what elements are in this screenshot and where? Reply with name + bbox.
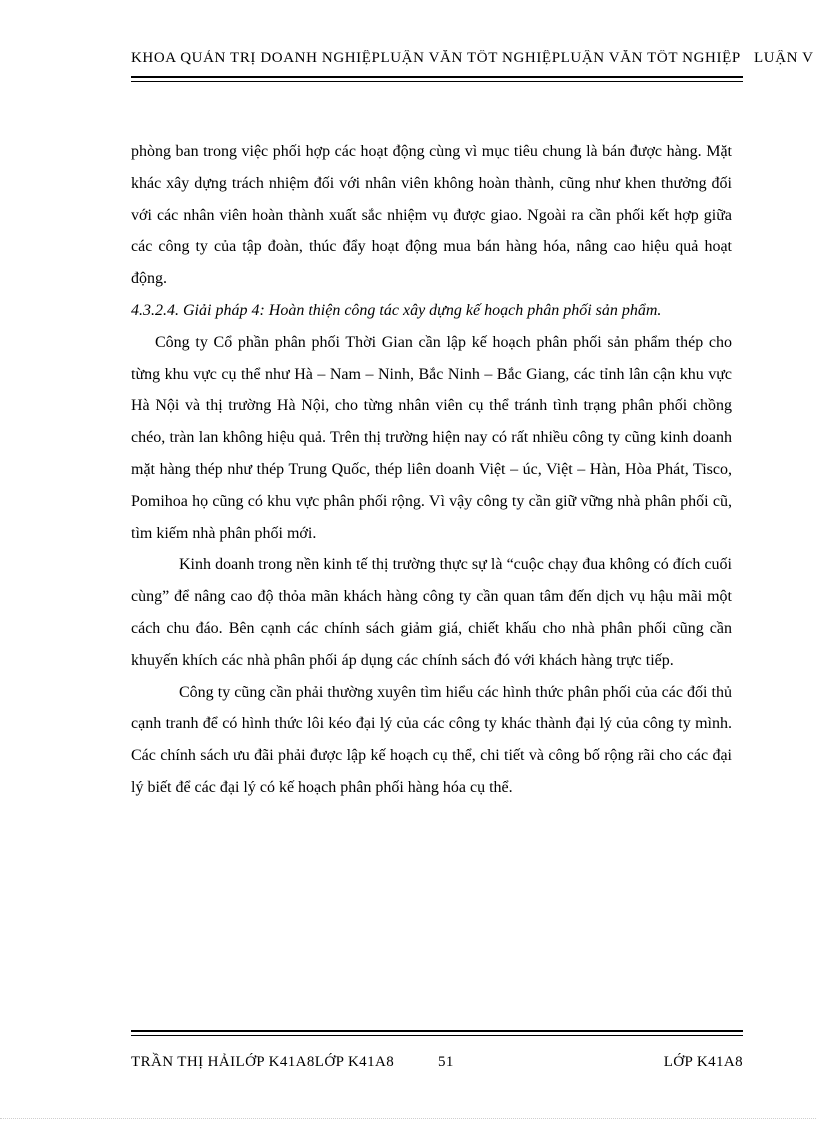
document-body: [131, 136, 732, 804]
footer-rule: [131, 1030, 743, 1036]
header-right-text: LUẬN V: [754, 50, 814, 66]
paragraph-3: Kinh doanh trong nền kinh tế thị trường thực sự là “cuộc chạy đua không có đích cuối cùng” để nâng cao độ thỏa mãn khách hàng công ty cần quan tâm đến dịch vụ hậu mãi một cách chu đáo. Bên cạnh các chính sách giảm giá, chiết khấu cho nhà phân phối cũng cần khuyến khích các nhà phân phối áp dụng các chính sách đó với khách hàng trực tiếp.: [131, 556, 732, 669]
page-footer: [131, 1054, 743, 1071]
paragraph-1: phòng ban trong việc phối hợp các hoạt động cùng vì mục tiêu chung là bán được hàng. Mặt khác xây dựng trách nhiệm đối với nhân viên không hoàn thành, cũng như khen thưởng đối với các nhân viên hoàn thành xuất sắc nhiệm vụ được giao. Ngoài ra cần phối kết hợp giữa các công ty của tập đoàn, thúc đẩy hoạt động mua bán hàng hóa, nâng cao hiệu quả hoạt động.: [131, 143, 732, 288]
page-edge-divider: [0, 1118, 816, 1119]
section-heading: 4.3.2.4. Giải pháp 4: Hoàn thiện công tác xây dựng kế hoạch phân phối sản phẩm.: [131, 301, 662, 319]
page-header: [131, 50, 816, 67]
footer-class: LỚP K41A8: [663, 1054, 743, 1070]
header-rule: [131, 76, 743, 82]
paragraph-2: Công ty Cổ phần phân phối Thời Gian cần lập kế hoạch phân phối sản phẩm thép cho từng khu vực cụ thể như Hà – Nam – Ninh, Bắc Ninh – Bắc Giang, các tỉnh lân cận khu vực Hà Nội và thị trường Hà Nội, cho từng nhân viên cụ thể tránh tình trạng phân phối chồng chéo, tràn lan không hiệu quả. Trên thị trường hiện nay có rất nhiều công ty cũng kinh doanh mặt hàng thép như thép Trung Quốc, thép liên doanh Việt – úc, Việt – Hàn, Hòa Phát, Tisco, Pomihoa họ cũng có khu vực phân phối rộng. Vì vậy công ty cần giữ vững nhà phân phối cũ, tìm kiếm nhà phân phối mới.: [131, 333, 732, 542]
paragraph-4: Công ty cũng cần phải thường xuyên tìm hiểu các hình thức phân phối của các đối thủ cạnh tranh để có hình thức lôi kéo đại lý của các công ty khác thành đại lý của công ty mình. Các chính sách ưu đãi phải được lập kế hoạch cụ thể, chi tiết và công bố rộng rãi cho các đại lý biết để các đại lý có kế hoạch phân phối hàng hóa cụ thể.: [131, 683, 732, 796]
header-title: KHOA QUẢN TRỊ DOANH NGHIỆPLUẬN VĂN TỐT NGHIỆPLUẬN VĂN TỐT NGHIỆP: [131, 50, 741, 66]
footer-author: TRẦN THỊ HẢILỚP K41A8LỚP K41A8: [131, 1054, 395, 1070]
page-number: 51: [438, 1054, 454, 1070]
